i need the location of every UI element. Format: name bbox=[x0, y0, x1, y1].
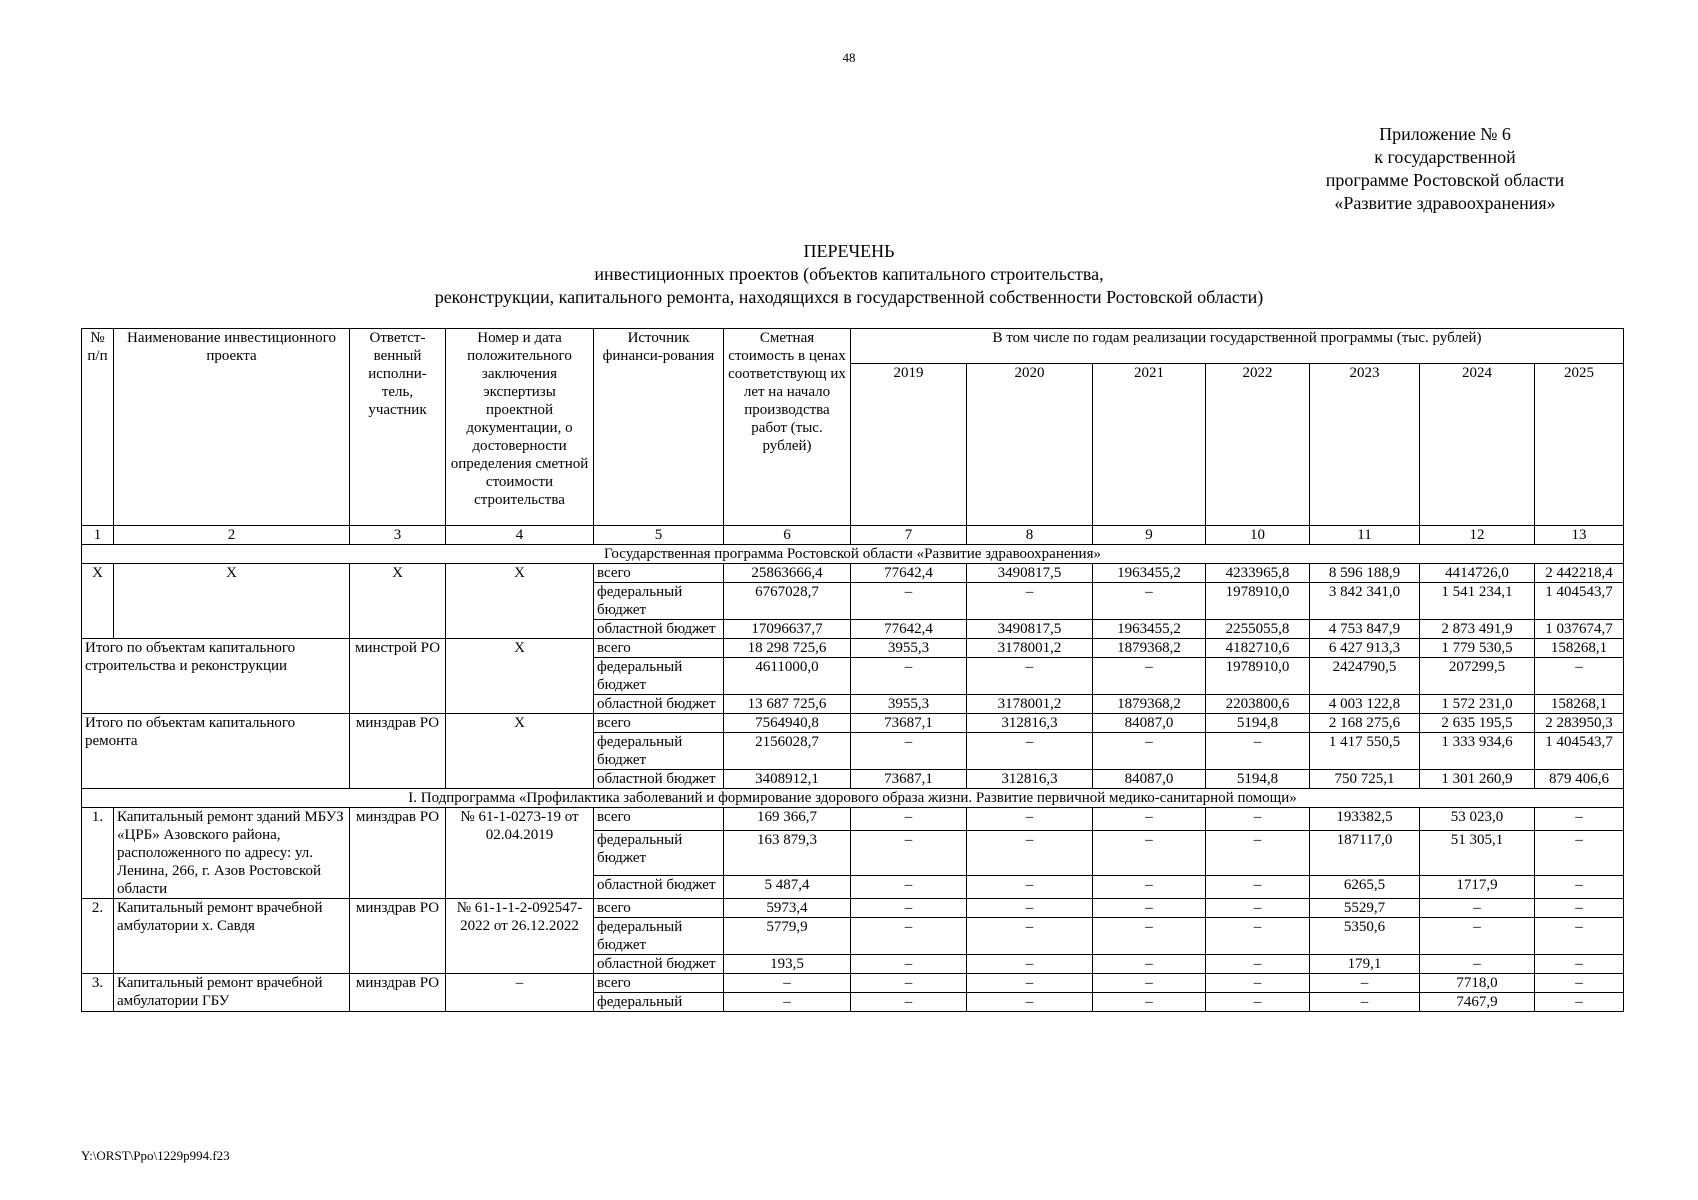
year-value: – bbox=[1093, 658, 1206, 695]
year-value: – bbox=[1093, 974, 1206, 993]
column-number: 12 bbox=[1420, 526, 1535, 545]
year-value: – bbox=[1093, 955, 1206, 974]
year-value: – bbox=[1535, 974, 1624, 993]
year-value: 8 596 188,9 bbox=[1310, 564, 1420, 583]
estimated-cost: 25863666,4 bbox=[724, 564, 851, 583]
header-year: 2025 bbox=[1535, 364, 1624, 526]
column-number: 8 bbox=[967, 526, 1093, 545]
year-value: 4182710,6 bbox=[1206, 639, 1310, 658]
header-year: 2023 bbox=[1310, 364, 1420, 526]
header-expertise: Номер и дата положительного заключения экспертизы проектной документации, о достоверности определения сметной стоимости строительства bbox=[446, 329, 594, 526]
column-number: 3 bbox=[350, 526, 446, 545]
year-value: – bbox=[967, 918, 1093, 955]
column-number: 13 bbox=[1535, 526, 1624, 545]
year-value: 2 168 275,6 bbox=[1310, 714, 1420, 733]
appendix-line: Приложение № 6 bbox=[1379, 124, 1511, 144]
year-value: 4 003 122,8 bbox=[1310, 695, 1420, 714]
year-value: 4414726,0 bbox=[1420, 564, 1535, 583]
year-value: – bbox=[1093, 831, 1206, 876]
funding-source: всего bbox=[594, 974, 724, 993]
appendix-line: «Развитие здравоохранения» bbox=[1334, 193, 1556, 213]
section-row bbox=[82, 789, 1624, 808]
estimated-cost: 5779,9 bbox=[724, 918, 851, 955]
row-number: X bbox=[82, 564, 114, 639]
year-value: 84087,0 bbox=[1093, 770, 1206, 789]
estimated-cost: 163 879,3 bbox=[724, 831, 851, 876]
funding-source: федеральный бюджет bbox=[594, 583, 724, 620]
header-year: 2019 bbox=[851, 364, 967, 526]
year-value: – bbox=[851, 955, 967, 974]
year-value: 3 842 341,0 bbox=[1310, 583, 1420, 620]
year-value: 2 873 491,9 bbox=[1420, 620, 1535, 639]
column-numbers-row bbox=[82, 526, 1624, 545]
year-value: 5194,8 bbox=[1206, 714, 1310, 733]
year-value: 1 779 530,5 bbox=[1420, 639, 1535, 658]
estimated-cost: 193,5 bbox=[724, 955, 851, 974]
estimated-cost: 18 298 725,6 bbox=[724, 639, 851, 658]
year-value: – bbox=[1535, 831, 1624, 876]
year-value: 312816,3 bbox=[967, 714, 1093, 733]
year-value: 2255055,8 bbox=[1206, 620, 1310, 639]
estimated-cost: 5973,4 bbox=[724, 899, 851, 918]
estimated-cost: 3408912,1 bbox=[724, 770, 851, 789]
funding-source: всего bbox=[594, 639, 724, 658]
appendix-line: программе Ростовской области bbox=[1325, 170, 1565, 190]
year-value: – bbox=[1093, 583, 1206, 620]
funding-source: всего bbox=[594, 714, 724, 733]
year-value: – bbox=[851, 993, 967, 1012]
year-value: – bbox=[851, 658, 967, 695]
funding-source: областной бюджет bbox=[594, 695, 724, 714]
title-line: ПЕРЕЧЕНЬ bbox=[803, 241, 895, 261]
project-name: Капитальный ремонт врачебной амбулатории х. Савдя bbox=[114, 899, 350, 974]
estimated-cost: 4611000,0 bbox=[724, 658, 851, 695]
year-value: 879 406,6 bbox=[1535, 770, 1624, 789]
expertise: – bbox=[446, 974, 594, 1012]
estimated-cost: – bbox=[724, 993, 851, 1012]
year-value: 1978910,0 bbox=[1206, 658, 1310, 695]
year-value: – bbox=[1206, 993, 1310, 1012]
year-value: 1879368,2 bbox=[1093, 639, 1206, 658]
summary-row bbox=[82, 639, 1624, 658]
year-value: 84087,0 bbox=[1093, 714, 1206, 733]
project-name: Капитальный ремонт зданий МБУЗ «ЦРБ» Азовского района, расположенного по адресу: ул. Ленина, 266, г. Азов Ростовской области bbox=[114, 808, 350, 899]
project-row bbox=[82, 899, 1624, 918]
estimated-cost: 5 487,4 bbox=[724, 875, 851, 898]
funding-source: федеральный бюджет bbox=[594, 733, 724, 770]
year-value: 187117,0 bbox=[1310, 831, 1420, 876]
table-body bbox=[82, 329, 1624, 1012]
section-row bbox=[82, 545, 1624, 564]
year-value: 3178001,2 bbox=[967, 695, 1093, 714]
year-value: 3178001,2 bbox=[967, 639, 1093, 658]
funding-source: федеральный bbox=[594, 993, 724, 1012]
year-value: – bbox=[967, 658, 1093, 695]
year-value: 158268,1 bbox=[1535, 639, 1624, 658]
year-value: – bbox=[1535, 875, 1624, 898]
year-value: – bbox=[1093, 918, 1206, 955]
year-value: 5194,8 bbox=[1206, 770, 1310, 789]
document-title bbox=[0, 240, 1698, 309]
summary-row bbox=[82, 564, 1624, 583]
year-value: – bbox=[967, 974, 1093, 993]
year-value: – bbox=[967, 899, 1093, 918]
estimated-cost: 2156028,7 bbox=[724, 733, 851, 770]
year-value: 207299,5 bbox=[1420, 658, 1535, 695]
year-value: – bbox=[1093, 875, 1206, 898]
year-value: – bbox=[1093, 899, 1206, 918]
year-value: – bbox=[1206, 733, 1310, 770]
year-value: – bbox=[1206, 831, 1310, 876]
year-value: 3955,3 bbox=[851, 639, 967, 658]
year-value: 77642,4 bbox=[851, 620, 967, 639]
investment-projects-table bbox=[81, 328, 1624, 1012]
year-value: – bbox=[851, 808, 967, 831]
year-value: 2203800,6 bbox=[1206, 695, 1310, 714]
year-value: – bbox=[851, 831, 967, 876]
header-source: Источник финанси-рования bbox=[594, 329, 724, 526]
year-value: – bbox=[851, 733, 967, 770]
year-value: – bbox=[1093, 993, 1206, 1012]
appendix-line: к государственной bbox=[1374, 147, 1516, 167]
year-value: 1 404543,7 bbox=[1535, 733, 1624, 770]
year-value: 1879368,2 bbox=[1093, 695, 1206, 714]
funding-source: всего bbox=[594, 808, 724, 831]
column-number: 9 bbox=[1093, 526, 1206, 545]
year-value: – bbox=[967, 831, 1093, 876]
year-value: – bbox=[1093, 733, 1206, 770]
row-number: 2. bbox=[82, 899, 114, 974]
year-value: – bbox=[851, 583, 967, 620]
year-value: 5350,6 bbox=[1310, 918, 1420, 955]
page-number: 48 bbox=[842, 50, 856, 65]
expertise: X bbox=[446, 714, 594, 789]
column-number: 5 bbox=[594, 526, 724, 545]
title-line: реконструкции, капитального ремонта, находящихся в государственной собственности Ростовской области) bbox=[434, 287, 1264, 307]
year-value: 158268,1 bbox=[1535, 695, 1624, 714]
year-value: 53 023,0 bbox=[1420, 808, 1535, 831]
project-name: Капитальный ремонт врачебной амбулатории ГБУ bbox=[114, 974, 350, 1012]
year-value: 77642,4 bbox=[851, 564, 967, 583]
year-value: 1 301 260,9 bbox=[1420, 770, 1535, 789]
year-value: – bbox=[851, 899, 967, 918]
header-responsible: Ответст-венный исполни-тель, участник bbox=[350, 329, 446, 526]
estimated-cost: 6767028,7 bbox=[724, 583, 851, 620]
year-value: – bbox=[967, 583, 1093, 620]
year-value: – bbox=[851, 918, 967, 955]
year-value: – bbox=[1535, 955, 1624, 974]
year-value: 2 635 195,5 bbox=[1420, 714, 1535, 733]
column-number: 4 bbox=[446, 526, 594, 545]
year-value: 1963455,2 bbox=[1093, 564, 1206, 583]
year-value: – bbox=[1206, 875, 1310, 898]
funding-source: областной бюджет bbox=[594, 875, 724, 898]
appendix-block bbox=[1280, 123, 1610, 215]
year-value: – bbox=[967, 875, 1093, 898]
year-value: 5529,7 bbox=[1310, 899, 1420, 918]
project-name: X bbox=[114, 564, 350, 639]
expertise: X bbox=[446, 639, 594, 714]
year-value: – bbox=[1206, 808, 1310, 831]
responsible: минздрав РО bbox=[350, 808, 446, 899]
year-value: 7467,9 bbox=[1420, 993, 1535, 1012]
estimated-cost: 169 366,7 bbox=[724, 808, 851, 831]
year-value: – bbox=[967, 955, 1093, 974]
year-value: 2 283950,3 bbox=[1535, 714, 1624, 733]
year-value: 4 753 847,9 bbox=[1310, 620, 1420, 639]
year-value: – bbox=[1535, 993, 1624, 1012]
year-value: 73687,1 bbox=[851, 770, 967, 789]
year-value: – bbox=[1535, 808, 1624, 831]
funding-source: федеральный бюджет bbox=[594, 918, 724, 955]
year-value: – bbox=[1310, 993, 1420, 1012]
funding-source: областной бюджет bbox=[594, 620, 724, 639]
year-value: – bbox=[1420, 899, 1535, 918]
file-path-footer: Y:\ORST\Ppo\1229p994.f23 bbox=[81, 1148, 230, 1163]
header-cost: Сметная стоимость в ценах соответствующ их лет на начало производства работ (тыс. рублей) bbox=[724, 329, 851, 526]
estimated-cost: 13 687 725,6 bbox=[724, 695, 851, 714]
funding-source: областной бюджет bbox=[594, 770, 724, 789]
year-value: – bbox=[1093, 808, 1206, 831]
column-number: 7 bbox=[851, 526, 967, 545]
funding-source: всего bbox=[594, 564, 724, 583]
estimated-cost: 17096637,7 bbox=[724, 620, 851, 639]
group-name: Итого по объектам капитального ремонта bbox=[82, 714, 350, 789]
expertise: № 61-1-0273-19 от 02.04.2019 bbox=[446, 808, 594, 899]
year-value: 4233965,8 bbox=[1206, 564, 1310, 583]
header-name: Наименование инвестиционного проекта bbox=[114, 329, 350, 526]
year-value: 193382,5 bbox=[1310, 808, 1420, 831]
responsible: минздрав РО bbox=[350, 714, 446, 789]
funding-source: всего bbox=[594, 899, 724, 918]
year-value: 7718,0 bbox=[1420, 974, 1535, 993]
responsible: минздрав РО bbox=[350, 899, 446, 974]
year-value: – bbox=[1535, 899, 1624, 918]
section-title: Государственная программа Ростовской области «Развитие здравоохранения» bbox=[82, 545, 1624, 564]
year-value: 1978910,0 bbox=[1206, 583, 1310, 620]
year-value: 1 541 234,1 bbox=[1420, 583, 1535, 620]
year-value: – bbox=[967, 993, 1093, 1012]
year-value: 51 305,1 bbox=[1420, 831, 1535, 876]
subprogram-title: I. Подпрограмма «Профилактика заболеваний и формирование здорового образа жизни. Развитие первичной медико-санитарной помощи» bbox=[82, 789, 1624, 808]
year-value: 3490817,5 bbox=[967, 564, 1093, 583]
funding-source: федеральный бюджет bbox=[594, 658, 724, 695]
summary-row bbox=[82, 714, 1624, 733]
header-year: 2024 bbox=[1420, 364, 1535, 526]
column-number: 10 bbox=[1206, 526, 1310, 545]
year-value: 1 404543,7 bbox=[1535, 583, 1624, 620]
year-value: 1717,9 bbox=[1420, 875, 1535, 898]
responsible: минздрав РО bbox=[350, 974, 446, 1012]
column-number: 2 bbox=[114, 526, 350, 545]
year-value: 6265,5 bbox=[1310, 875, 1420, 898]
year-value: 1 333 934,6 bbox=[1420, 733, 1535, 770]
year-value: – bbox=[1420, 955, 1535, 974]
year-value: – bbox=[1206, 918, 1310, 955]
header-year: 2022 bbox=[1206, 364, 1310, 526]
year-value: 6 427 913,3 bbox=[1310, 639, 1420, 658]
row-number: 3. bbox=[82, 974, 114, 1012]
estimated-cost: 7564940,8 bbox=[724, 714, 851, 733]
year-value: 312816,3 bbox=[967, 770, 1093, 789]
row-number: 1. bbox=[82, 808, 114, 899]
header-no: № п/п bbox=[82, 329, 114, 526]
header-row bbox=[82, 329, 1624, 364]
estimated-cost: – bbox=[724, 974, 851, 993]
year-value: – bbox=[851, 875, 967, 898]
project-row bbox=[82, 974, 1624, 993]
year-value: – bbox=[851, 974, 967, 993]
title-line: инвестиционных проектов (объектов капитального строительства, bbox=[594, 264, 1104, 284]
year-value: 3955,3 bbox=[851, 695, 967, 714]
year-value: – bbox=[1420, 918, 1535, 955]
year-value: – bbox=[1206, 974, 1310, 993]
year-value: 1 572 231,0 bbox=[1420, 695, 1535, 714]
responsible: X bbox=[350, 564, 446, 639]
year-value: 3490817,5 bbox=[967, 620, 1093, 639]
year-value: 73687,1 bbox=[851, 714, 967, 733]
year-value: – bbox=[967, 733, 1093, 770]
year-value: – bbox=[1206, 899, 1310, 918]
group-name: Итого по объектам капитального строительства и реконструкции bbox=[82, 639, 350, 714]
responsible: минстрой РО bbox=[350, 639, 446, 714]
expertise: X bbox=[446, 564, 594, 639]
column-number: 11 bbox=[1310, 526, 1420, 545]
year-value: 1 417 550,5 bbox=[1310, 733, 1420, 770]
year-value: 1963455,2 bbox=[1093, 620, 1206, 639]
year-value: 1 037674,7 bbox=[1535, 620, 1624, 639]
header-year: 2021 bbox=[1093, 364, 1206, 526]
column-number: 1 bbox=[82, 526, 114, 545]
year-value: 2424790,5 bbox=[1310, 658, 1420, 695]
funding-source: федеральный бюджет bbox=[594, 831, 724, 876]
year-value: – bbox=[1310, 974, 1420, 993]
year-value: – bbox=[967, 808, 1093, 831]
year-value: – bbox=[1535, 658, 1624, 695]
project-row bbox=[82, 808, 1624, 831]
year-value: – bbox=[1206, 955, 1310, 974]
column-number: 6 bbox=[724, 526, 851, 545]
year-value: 2 442218,4 bbox=[1535, 564, 1624, 583]
year-value: 750 725,1 bbox=[1310, 770, 1420, 789]
header-years-group: В том числе по годам реализации государственной программы (тыс. рублей) bbox=[851, 329, 1624, 364]
year-value: 179,1 bbox=[1310, 955, 1420, 974]
funding-source: областной бюджет bbox=[594, 955, 724, 974]
header-year: 2020 bbox=[967, 364, 1093, 526]
expertise: № 61-1-1-2-092547-2022 от 26.12.2022 bbox=[446, 899, 594, 974]
year-value: – bbox=[1535, 918, 1624, 955]
